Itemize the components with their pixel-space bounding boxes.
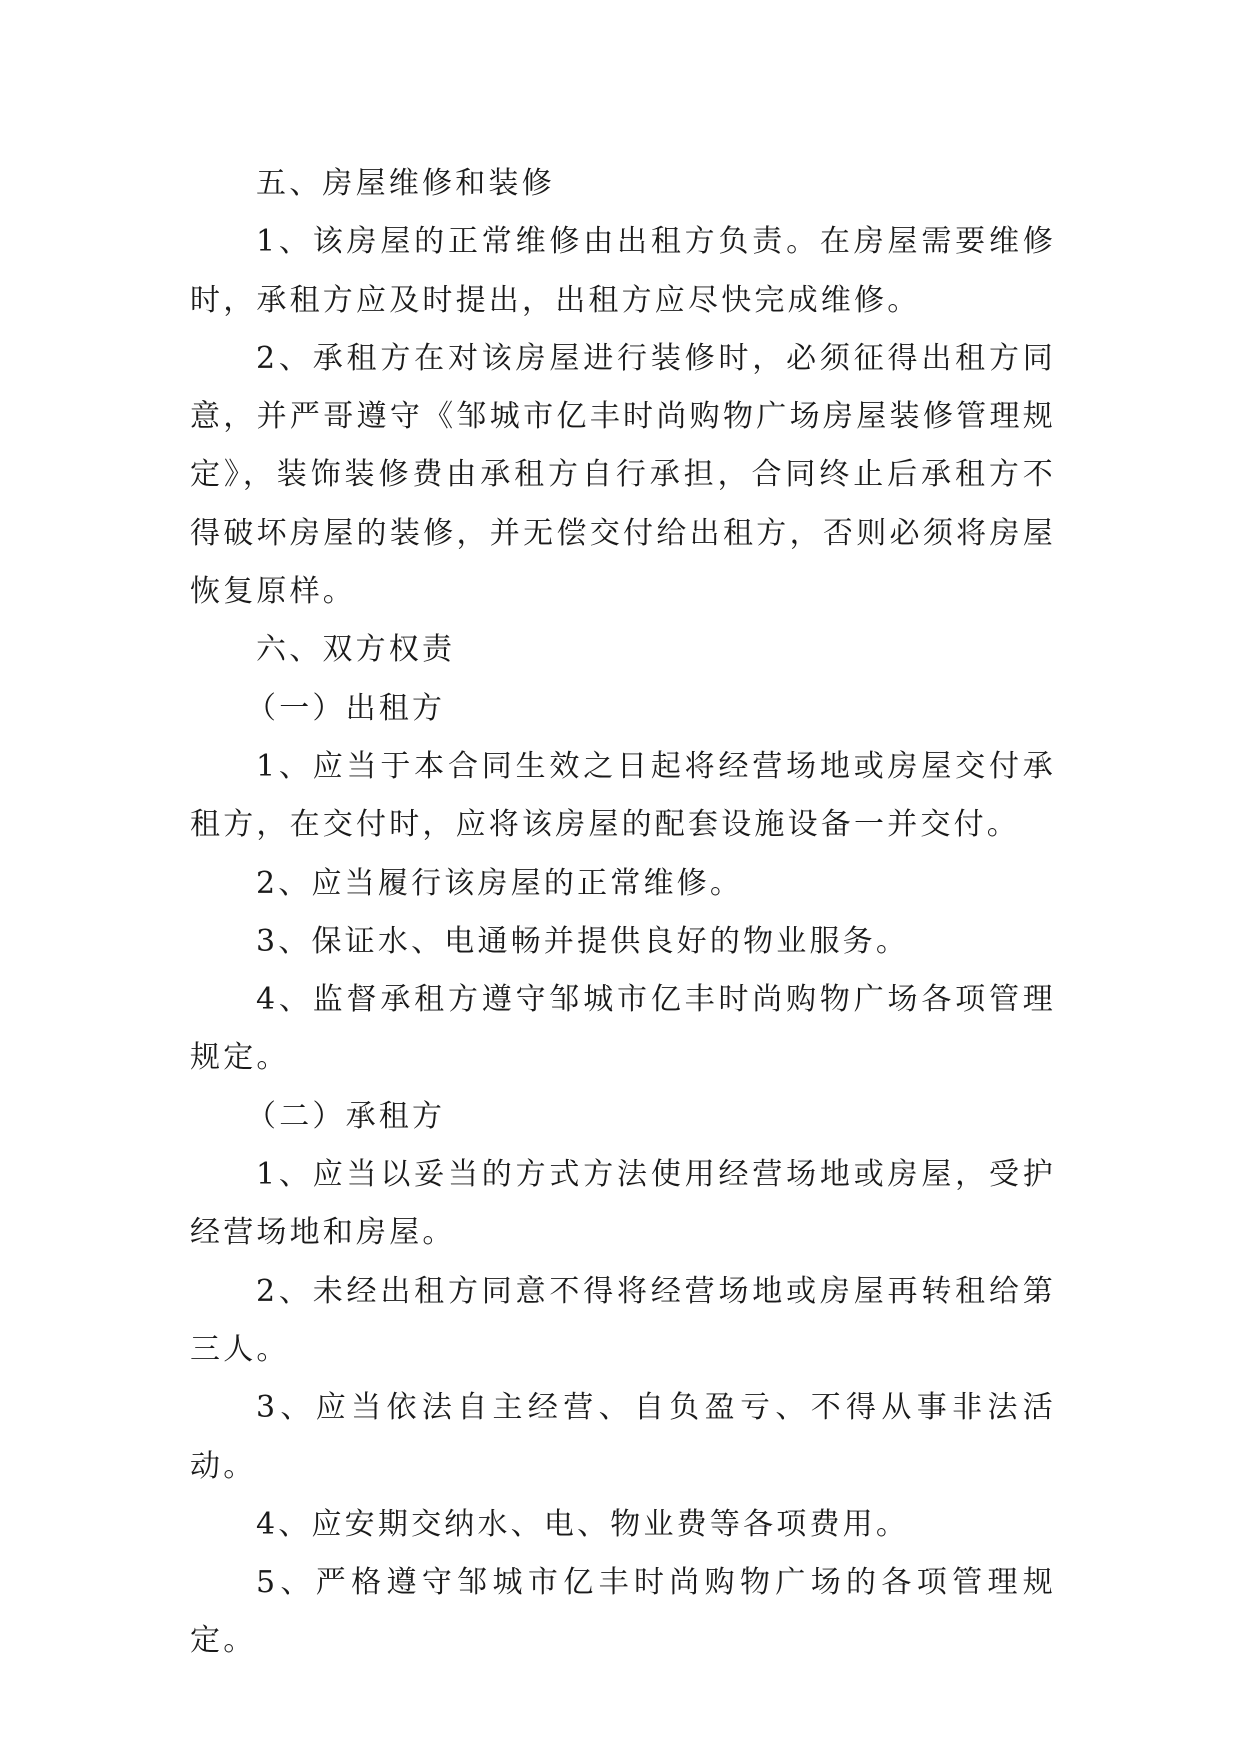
lessee-heading: （二）承租方 <box>246 1098 446 1134</box>
lessor-heading: （一）出租方 <box>246 690 446 726</box>
lessor-item-1: 1、应当于本合同生效之日起将经营场地或房屋交付承租方，在交付时，应将该房屋的配套设施设备一并交付。 <box>190 748 1056 843</box>
lessee-item-2: 2、未经出租方同意不得将经营场地或房屋再转租给第三人。 <box>190 1273 1056 1367</box>
lessee-item-1: 1、应当以妥当的方式方法使用经营场地或房屋，受护经营场地和房屋。 <box>190 1157 1056 1251</box>
lessee-item-3: 3、应当依法自主经营、自负盈亏、不得从事非法活动。 <box>190 1390 1056 1484</box>
s5-item-1: 1、该房屋的正常维修由出租方负责。在房屋需要维修时，承租方应及时提出，出租方应尽快完成维修。 <box>190 224 1056 318</box>
lessor-item-4: 4、监督承租方遵守邹城市亿丰时尚购物广场各项管理规定。 <box>190 982 1056 1076</box>
lessee-item-4: 4、应安期交纳水、电、物业费等各项费用。 <box>256 1506 910 1542</box>
lessee-item-5: 5、严格遵守邹城市亿丰时尚购物广场的各项管理规定。 <box>190 1565 1056 1659</box>
section-5-heading: 五、房屋维修和装修 <box>256 166 555 201</box>
lessor-item-2: 2、应当履行该房屋的正常维修。 <box>256 865 744 901</box>
section-6-heading: 六、双方权责 <box>256 632 456 668</box>
contract-body <box>190 155 1056 1671</box>
lessor-item-3: 3、保证水、电通畅并提供良好的物业服务。 <box>256 923 910 959</box>
s5-item-2: 2、承租方在对该房屋进行装修时，必须征得出租方同意，并严哥遵守《邹城市亿丰时尚购物广场房屋装修管理规定》，装饰装修费由承租方自行承担，合同终止后承租方不得破坏房屋的装修，并无偿交付给出租方，否则必须将房屋恢复原样。 <box>190 340 1056 610</box>
